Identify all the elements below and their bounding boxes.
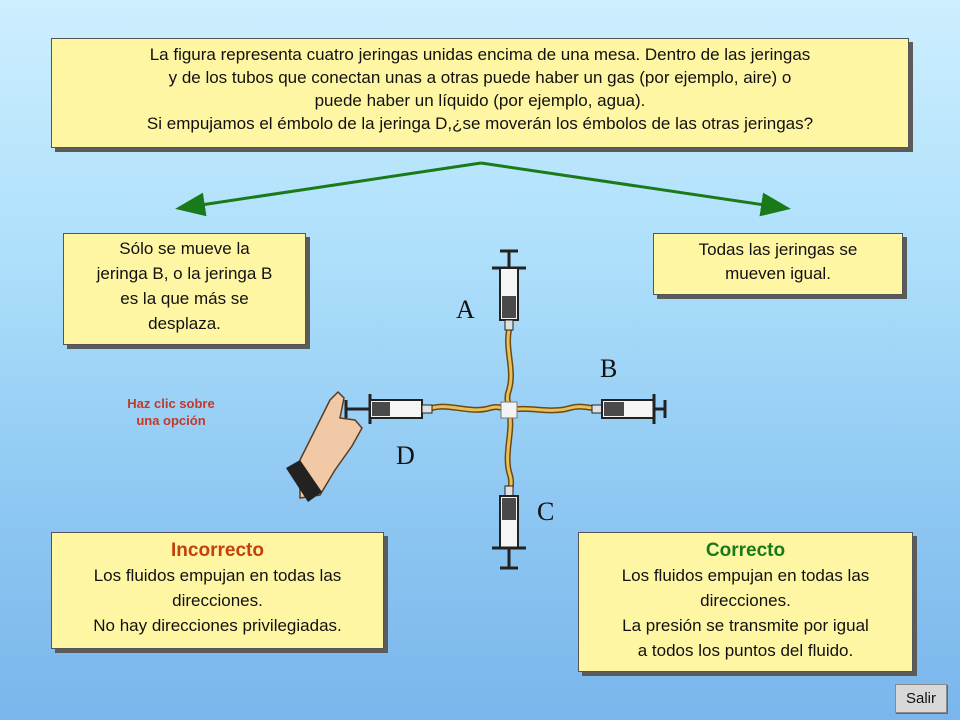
label-c: C [537, 497, 555, 526]
option-left-line: jeringa B, o la jeringa B [96, 264, 273, 283]
label-a: A [456, 295, 475, 324]
feedback-correct-line: direcciones. [700, 591, 791, 610]
question-line: La figura representa cuatro jeringas unidas encima de una mesa. Dentro de las jeringas [149, 45, 811, 64]
option-right-line: Todas las jeringas se [698, 240, 858, 259]
question-line: puede haber un líquido (por ejemplo, agua). [314, 91, 646, 110]
question-line: y de los tubos que conectan unas a otras puede haber un gas (por ejemplo, aire) o [168, 68, 792, 87]
tube-junction [501, 402, 517, 418]
hint-line: Haz clic sobre [127, 396, 215, 411]
arrow-left [181, 163, 481, 208]
syringe-c [492, 486, 526, 568]
feedback-correct-line: La presión se transmite por igual [622, 616, 869, 635]
exit-button[interactable]: Salir [895, 684, 947, 713]
hint-line: una opción [136, 413, 206, 428]
arrow-right [481, 163, 785, 208]
question-line: Si empujamos el émbolo de la jeringa D,¿se moverán los émbolos de las otras jeringas? [146, 114, 814, 133]
option-left-button[interactable] [63, 233, 306, 345]
syringe-d [346, 394, 432, 424]
syringe-a [492, 251, 526, 330]
hint-text [108, 395, 234, 429]
feedback-correct-title: Correcto [705, 540, 786, 561]
feedback-incorrect-line: No hay direcciones privilegiadas. [93, 616, 342, 635]
branch-arrows [181, 163, 785, 208]
feedback-incorrect-line: Los fluidos empujan en todas las [93, 566, 342, 585]
option-right-line: mueven igual. [725, 264, 831, 283]
label-d: D [396, 441, 415, 470]
syringe-b [592, 394, 665, 424]
feedback-incorrect-title: Incorrecto [171, 540, 264, 561]
feedback-correct-line: Los fluidos empujan en todas las [621, 566, 870, 585]
option-left-line: Sólo se mueve la [119, 239, 250, 258]
option-left-line: es la que más se [120, 289, 249, 308]
option-left-line: desplaza. [148, 314, 221, 333]
feedback-incorrect-line: direcciones. [172, 591, 263, 610]
option-right-button[interactable] [653, 233, 903, 295]
feedback-incorrect [51, 532, 384, 649]
feedback-correct [578, 532, 913, 672]
question-box [51, 38, 909, 148]
label-b: B [600, 354, 618, 383]
feedback-correct-line: a todos los puntos del fluido. [637, 641, 854, 660]
